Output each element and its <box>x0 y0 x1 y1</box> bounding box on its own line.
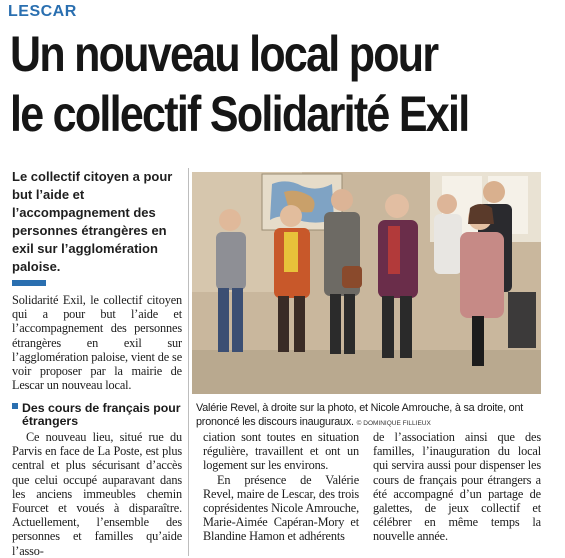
subheading: Des cours de français pour étrangers <box>22 401 181 428</box>
photo-credit: © DOMINIQUE FILLIEUX <box>356 420 431 427</box>
headline-line-1: Un nouveau local pour <box>10 26 438 82</box>
column-3-text: de l’association ainsi que des familles, l’inauguration du local qui servira aussi pour dispenser les cours de français pour étrangers a été accompagné d’un partage de galettes, de jeux collectif et célébrer en même temps la nouvelle année. <box>373 430 541 544</box>
column-rule <box>188 168 189 556</box>
headline-line-2: le collectif Solidarité Exil <box>10 86 469 142</box>
section-tag: LESCAR <box>8 3 77 20</box>
headline <box>10 24 483 144</box>
event-photo-illustration <box>192 172 541 394</box>
accent-bar <box>12 280 46 286</box>
column-1-text: Ce nouveau lieu, situé rue du Parvis en face de La Poste, est plus central et plus sécurisant d’accès que celui occupé auparavant dans les anciens immeubles chemin Fourcet et voués à disparaître. Actuellement, l’ensemble des personnes et familles qu’aide l’asso- <box>12 430 182 558</box>
photo-caption <box>196 401 544 431</box>
column-2-paragraph-2: En présence de Valérie Revel, maire de Lescar, des trois coprésidentes Nicole Amrouche, Marie-Aimée Capéran-Mory et Blandine Hamon et adhérents <box>203 472 359 544</box>
caption-text: Valérie Revel, à droite sur la photo, et Nicole Amrouche, à sa droite, ont prononcé les discours inauguraux. <box>196 402 524 428</box>
column-2-paragraph-1: ciation sont toutes en situation régulière, travaillent et ont un logement sur les environs. <box>203 430 359 473</box>
column-2-text <box>203 430 359 544</box>
event-photo <box>192 172 541 394</box>
lead-paragraph: Le collectif citoyen a pour but l’aide et l’accompagnement des personnes étrangères en exil sur l’agglomération paloise. <box>12 169 173 274</box>
subhead-bullet <box>12 403 18 409</box>
intro-paragraph: Solidarité Exil, le collectif citoyen qui a pour but l’aide et l’accompagnement des personnes étrangères en exil sur l’agglomération paloise, vient de se voir proposer par la mairie de Lescar un nouveau local. <box>12 293 182 393</box>
